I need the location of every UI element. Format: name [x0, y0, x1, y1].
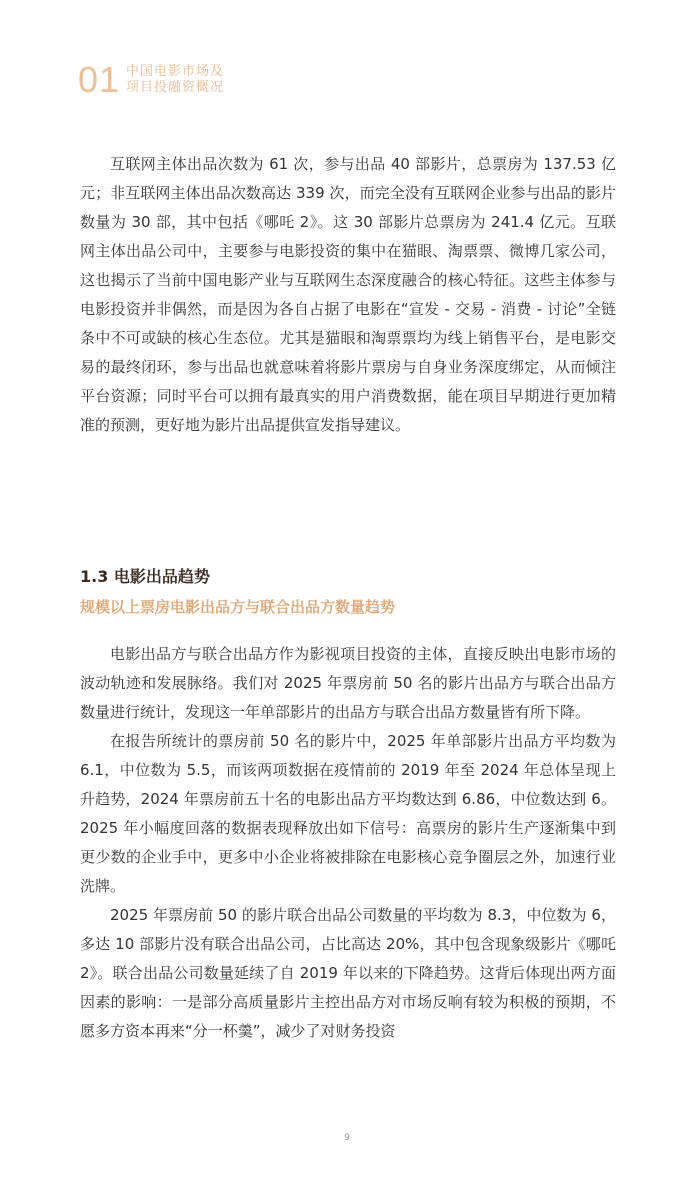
chapter-header — [78, 60, 224, 100]
section-subheading: 规模以上票房电影出品方与联合出品方数量趋势 — [80, 598, 396, 616]
section-paragraph-1: 电影出品方与联合出品方作为影视项目投资的主体，直接反映出电影市场的波动轨迹和发展脉络。我们对 2025 年票房前 50 名的影片出品方与联合出品方数量进行统计，发现这一年单部影片的出品方与联合出品方数量皆有所下降。 — [80, 645, 616, 721]
section-paragraph-3: 2025 年票房前 50 的影片联合出品公司数量的平均数为 8.3，中位数为 6，多达 10 部影片没有联合出品公司，占比高达 20%，其中包含现象级影片《哪吒 2》。联合出品公司数量延续了自 2019 年以来的下降趋势。这背后体现出两方面因素的影响：一是部分高质量影片主控出品方对市场反响有较为积极的预期，不愿多方资本再来“分一杯羹”，减少了对财务投资 — [80, 906, 616, 1040]
chapter-number: 01 — [78, 59, 121, 100]
section-paragraph-2: 在报告所统计的票房前 50 名的影片中，2025 年单部影片出品方平均数为 6.1，中位数为 5.5，而该两项数据在疫情前的 2019 年至 2024 年总体呈现上升趋势，2024 年票房前五十名的电影出品方平均数达到 6.86，中位数达到 6。2025 年小幅度回落的数据表现释放出如下信号：高票房的影片生产逐渐集中到更少数的企业手中，更多中小企业将被排除在电影核心竞争圈层之外，加速行业洗牌。 — [80, 732, 616, 895]
chapter-title-line-1: 中国电影市场及 — [126, 64, 225, 79]
page-number: 9 — [344, 1133, 350, 1143]
intro-text — [80, 150, 616, 440]
section-heading: 1.3 电影出品趋势 — [80, 567, 210, 586]
chapter-title — [126, 64, 224, 96]
section-text — [80, 640, 616, 1046]
chapter-title-line-2: 项目投融资概况 — [126, 80, 225, 95]
intro-paragraph: 互联网主体出品次数为 61 次，参与出品 40 部影片，总票房为 137.53 亿元；非互联网主体出品次数高达 339 次，而完全没有互联网企业参与出品的影片数量为 30 部，其中包括《哪吒 2》。这 30 部影片总票房为 241.4 亿元。互联网主体出品公司中，主要参与电影投资的集中在猫眼、淘票票、微博几家公司，这也揭示了当前中国电影产业与互联网生态深度融合的核心特征。这些主体参与电影投资并非偶然，而是因为各自占据了电影在“宣发 - 交易 - 消费 - 讨论”全链条中不可或缺的核心生态位。尤其是猫眼和淘票票均为线上销售平台，是电影交易的最终闭环，参与出品也就意味着将影片票房与自身业务深度绑定，从而倾注平台资源；同时平台可以拥有最真实的用户消费数据，能在项目早期进行更加精准的预测，更好地为影片出品提供宣发指导建议。 — [80, 155, 616, 434]
